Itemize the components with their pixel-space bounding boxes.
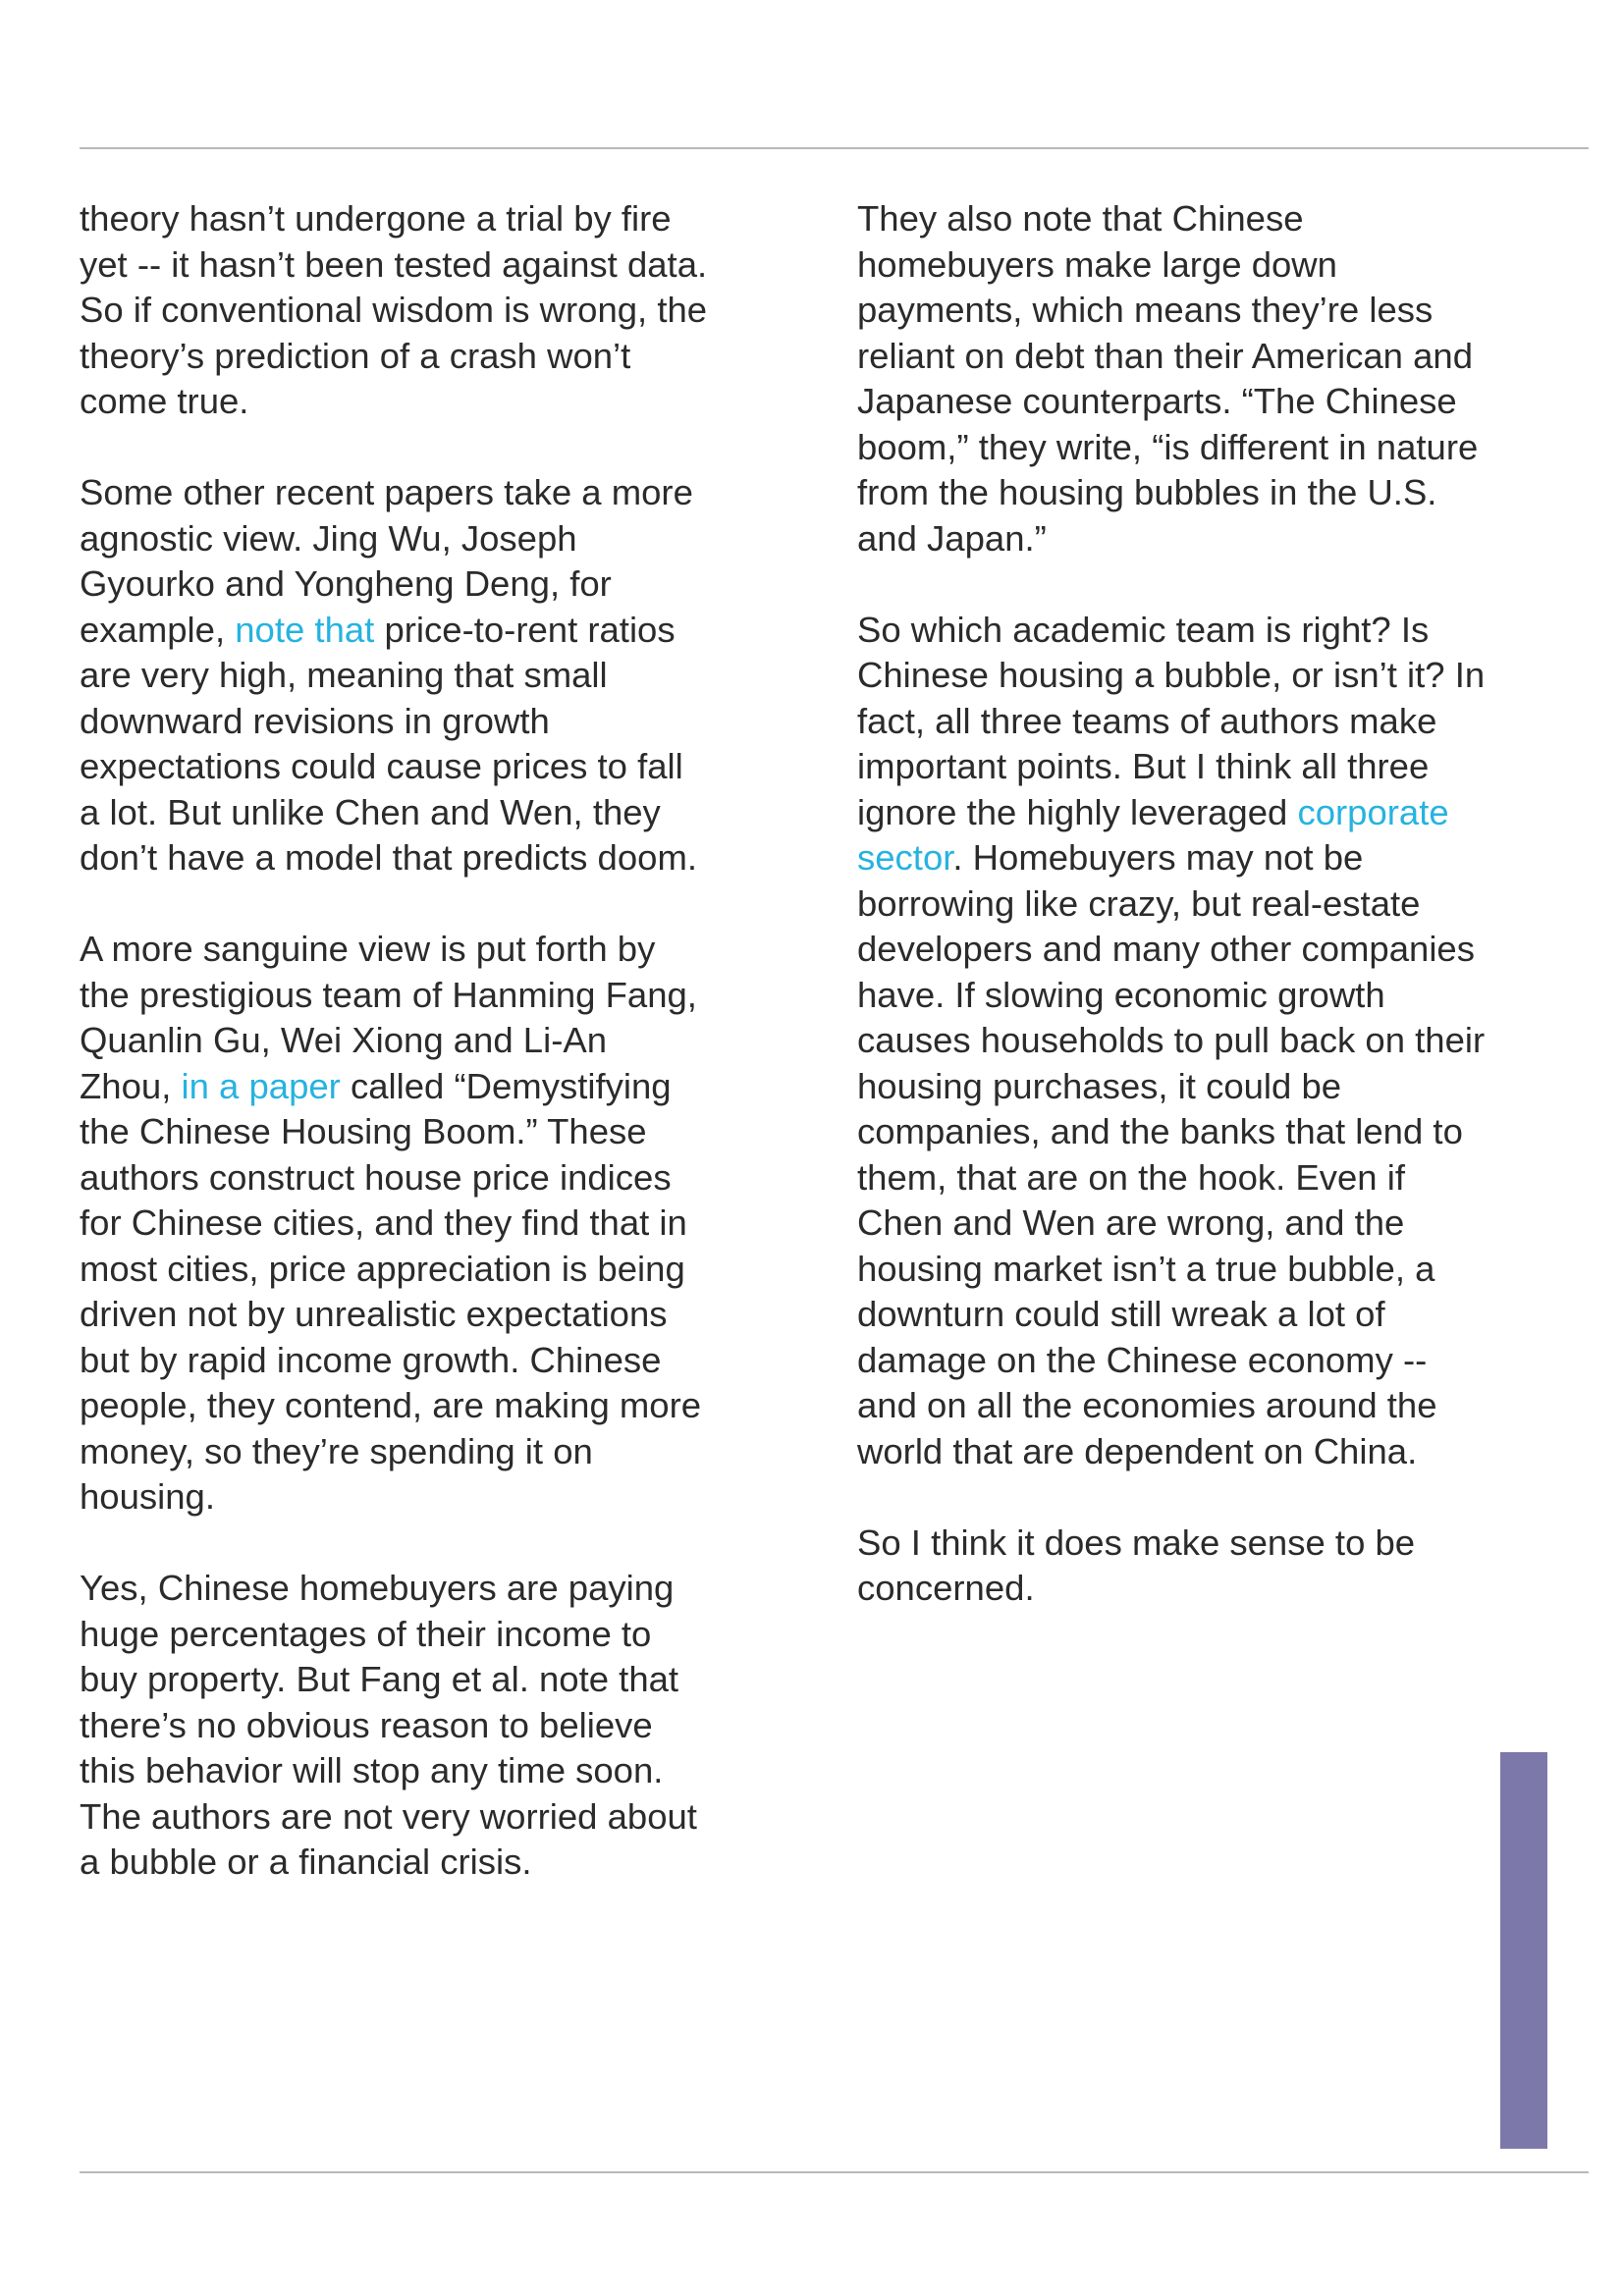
paragraph-text: A more sanguine view is put forth by the prestigious team of Hanming Fang, Quanlin Gu, Wei Xiong and Li-An Zhou, <box>80 929 697 1106</box>
link-corporate-sector[interactable]: corporate sector <box>857 791 1449 878</box>
article-column-left <box>80 196 767 1886</box>
bottom-divider <box>80 2171 1589 2173</box>
paragraph-conclusion: So I think it does make sense to be concerned. <box>857 1522 1416 1608</box>
article-column-right <box>857 196 1544 1612</box>
paragraph-text: price-to-rent ratios are very high, meaning that small downward revisions in growth expectations could cause prices to fall a lot. But unlike Chen and Wen, they don’t have a model that predicts doom. <box>80 609 697 878</box>
paragraph-text: Some other recent papers take a more agnostic view. Jing Wu, Joseph Gyourko and Yongheng Deng, for example, <box>80 472 693 650</box>
paragraph-down-payments: They also note that Chinese homebuyers make large down payments, which means they’re less reliant on debt than their American and Japanese counterparts. “The Chinese boom,” they write, “is different in nature from the housing bubbles in the U.S. and Japan.” <box>857 198 1479 559</box>
decorative-accent-bar <box>1500 1752 1547 2149</box>
paragraph-sanguine-view <box>80 927 767 1521</box>
paragraph-text: So which academic team is right? Is Chinese housing a bubble, or isn’t it? In fact, all three teams of authors make important points. But I think all three ignore the highly leveraged <box>857 609 1486 832</box>
paragraph-which-team-right <box>857 608 1544 1475</box>
link-note-that[interactable]: note that <box>235 609 375 650</box>
top-divider <box>80 147 1589 149</box>
paragraph-homebuyers-paying: Yes, Chinese homebuyers are paying huge percentages of their income to buy property. But Fang et al. note that there’s no obvious reason to believe this behavior will stop any time soon. The authors are not very worried about a bubble or a financial crisis. <box>80 1568 697 1882</box>
paragraph-text: called “Demystifying the Chinese Housing Boom.” These authors construct house price indices for Chinese cities, and they find that in most cities, price appreciation is being driven not by unrealistic expectations but by rapid income growth. Chinese people, they contend, are making more money, so they’re spending it on housing. <box>80 1065 702 1517</box>
paragraph-agnostic-view <box>80 470 767 881</box>
paragraph-text: . Homebuyers may not be borrowing like crazy, but real-estate developers and many other companies have. If slowing economic growth causes households to pull back on their housing purchases, it could be companies, and the banks that lend to them, that are on the hook. Even if Chen and Wen are wrong, and the housing market isn’t a true bubble, a downturn could still wreak a lot of damage on the Chinese economy -- and on all the economies around the world that are dependent on China. <box>857 837 1486 1471</box>
paragraph-trial-by-fire: theory hasn’t undergone a trial by fire yet -- it hasn’t been tested against data. So if conventional wisdom is wrong, the theory’s prediction of a crash won’t come true. <box>80 198 708 421</box>
link-in-a-paper[interactable]: in a paper <box>181 1065 341 1106</box>
